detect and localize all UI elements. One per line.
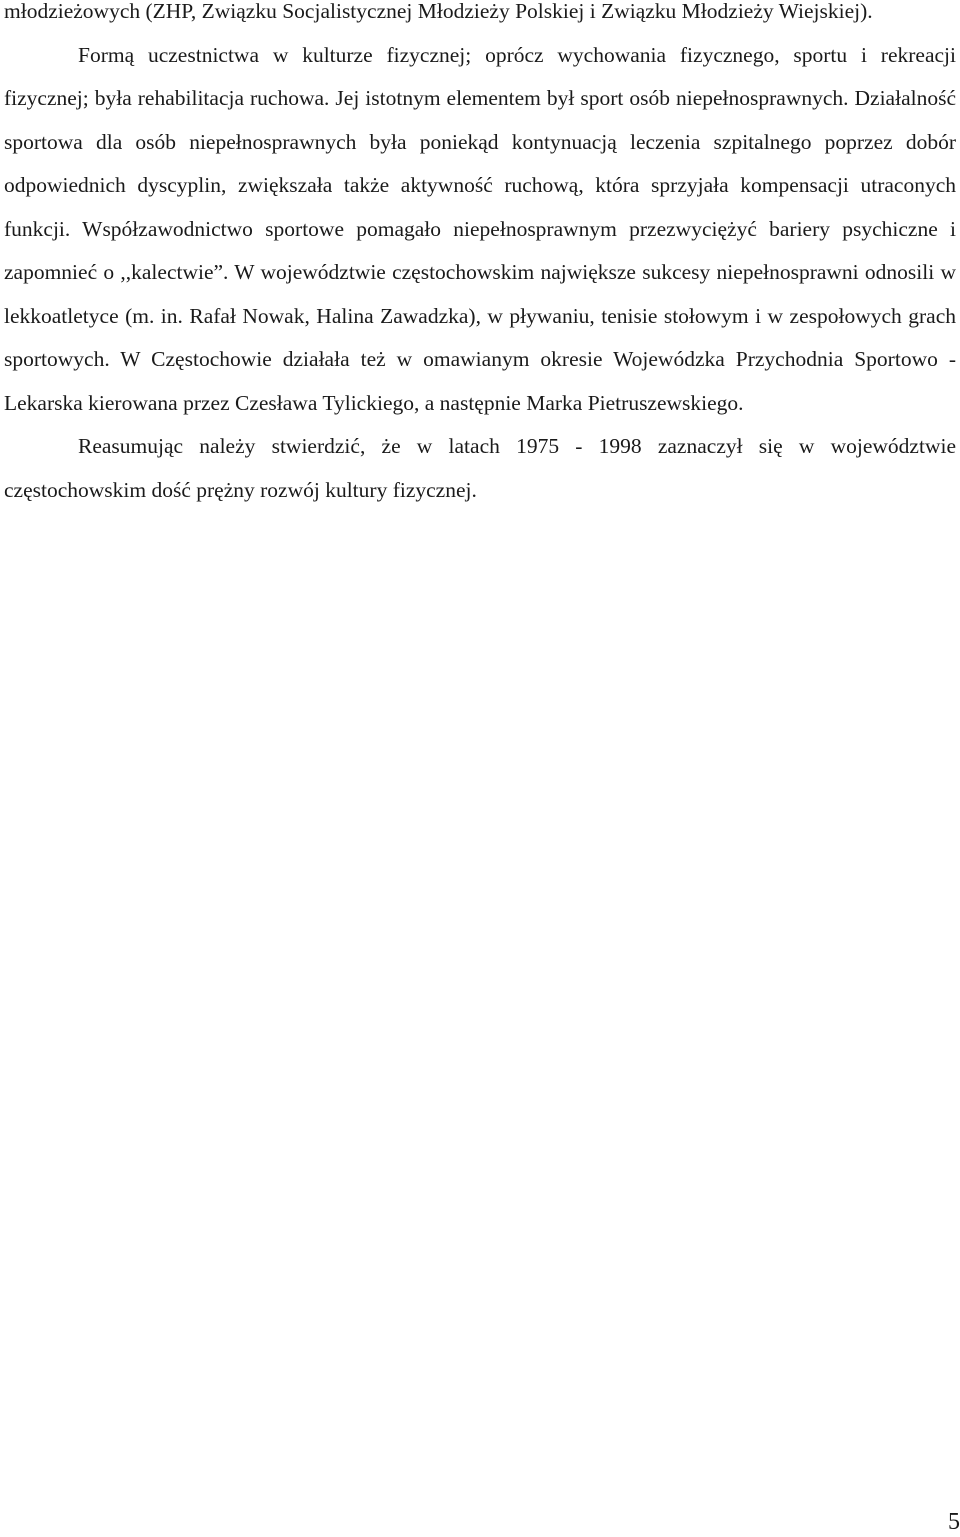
page-number: 5 <box>948 1509 960 1535</box>
paragraph-rehabilitation: Formą uczestnictwa w kulturze fizycznej; oprócz wychowania fizycznego, sportu i rekreacji fizycznej; była rehabilitacja ruchowa. Jej istotnym elementem był sport osób niepełnosprawnych. Działalność sportowa dla osób niepełnosprawnych była poniekąd kontynuacją leczenia szpitalnego poprzez dobór odpowiednich dyscyplin, zwiększała także aktywność ruchową, która sprzyjała kompensacji utraconych funkcji. Współzawodnictwo sportowe pomagało niepełnosprawnym przezwyciężyć bariery psychiczne i zapomnieć o ,,kalectwie”. W województwie częstochowskim największe sukcesy niepełnosprawni odnosili w lekkoatletyce (m. in. Rafał Nowak, Halina Zawadzka), w pływaniu, tenisie stołowym i w zespołowych grach sportowych. W Częstochowie działała też w omawianym okresie Wojewódzka Przychodnia Sportowo - Lekarska kierowana przez Czesława Tylickiego, a następnie Marka Pietruszewskiego. <box>4 42 956 415</box>
paragraph-continuation: młodzieżowych (ZHP, Związku Socjalistycznej Młodzieży Polskiej i Związku Młodzieży Wiejskiej). <box>4 0 873 23</box>
document-page <box>4 0 956 1537</box>
paragraph-summary: Reasumując należy stwierdzić, że w latach 1975 - 1998 zaznaczył się w województwie częstochowskim dość prężny rozwój kultury fizycznej. <box>4 434 956 502</box>
